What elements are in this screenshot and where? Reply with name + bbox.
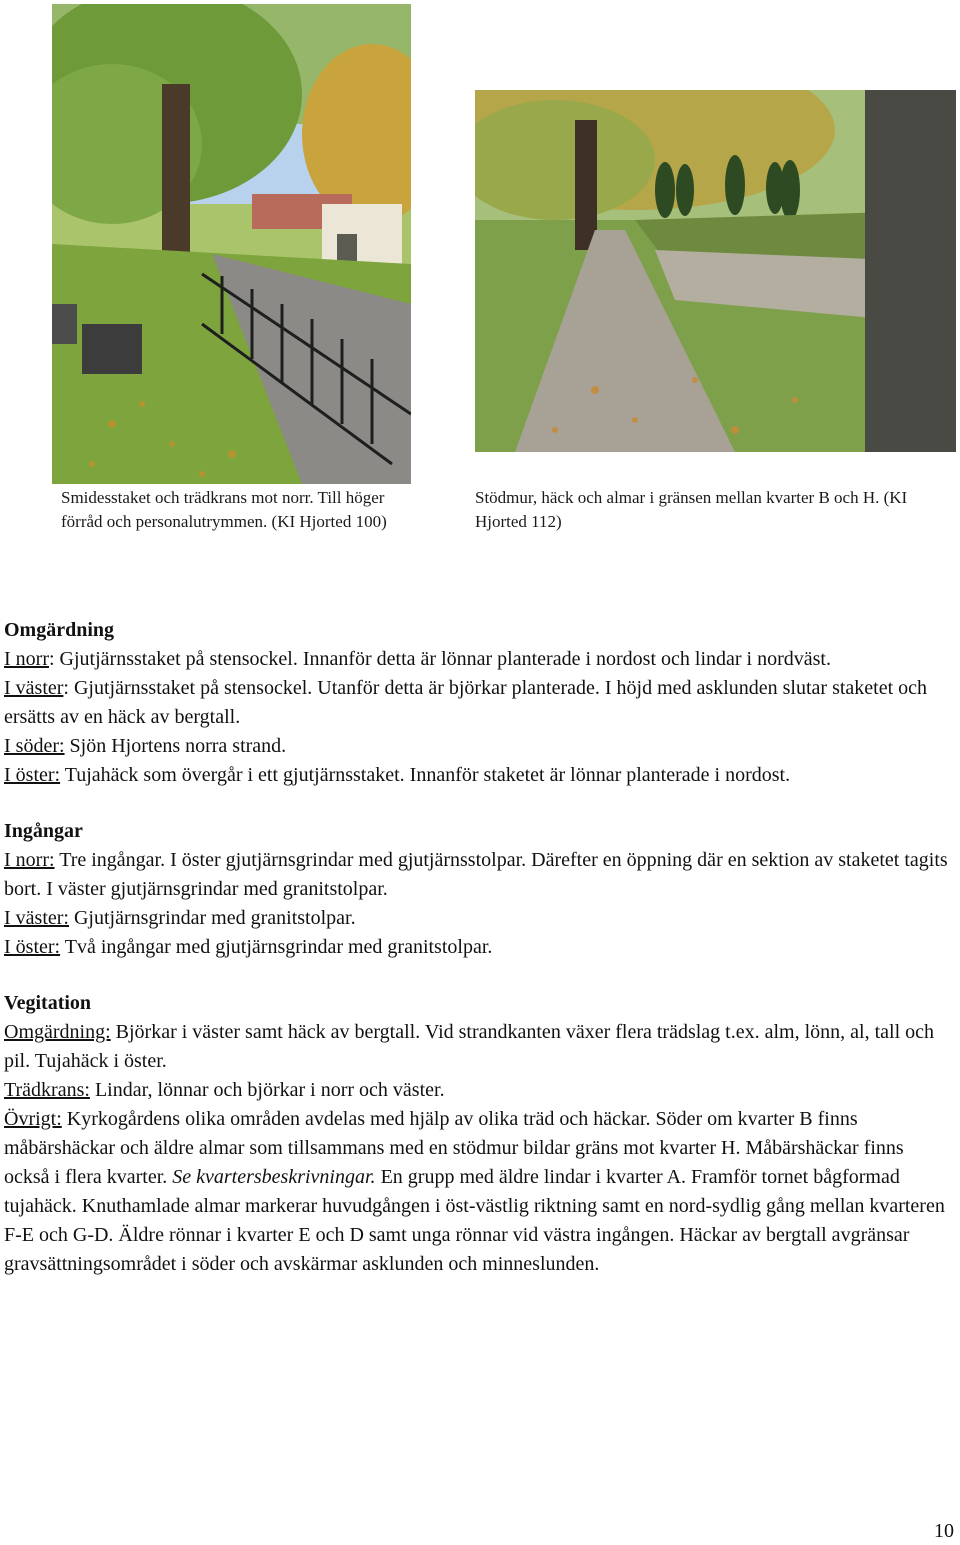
entry-label: I norr: <box>4 849 55 871</box>
entry-label: Övrigt: <box>4 1108 62 1130</box>
entry-oster <box>4 933 952 962</box>
section-title: Omgärdning <box>4 619 115 641</box>
entry-text: Gjutjärnsstaket på stensockel. Innanför detta är lönnar planterade i nordost och lindar i nordväst. <box>59 648 831 670</box>
entry-text: Björkar i väster samt häck av bergtall. Vid strandkanten växer flera trädslag t.ex. alm, lönn, al, tall och pil. Tujahäck i öster. <box>4 1021 935 1072</box>
entry-label: I norr <box>4 648 49 670</box>
photo-caption-left: Smidesstaket och trädkrans mot norr. Till höger förråd och personalutrymmen. (KI Hjorted 100) <box>61 488 387 531</box>
entry-oster <box>4 761 952 790</box>
entry-omgardning <box>4 1018 952 1076</box>
entry-text: Gjutjärnsgrindar med granitstolpar. <box>73 907 356 929</box>
section-ingangar <box>4 817 952 962</box>
entry-text: Två ingångar med gjutjärnsgrindar med granitstolpar. <box>64 936 493 958</box>
cross-reference: Se kvartersbeskrivningar. <box>172 1166 376 1188</box>
entry-text: Gjutjärnsstaket på stensockel. Utanför detta är björkar planterade. I höjd med asklunden slutar staketet och ersätts av en häck av bergtall. <box>4 677 928 728</box>
entry-norr <box>4 645 952 674</box>
section-title: Ingångar <box>4 820 83 842</box>
entry-label: Omgärdning: <box>4 1021 111 1043</box>
section-omgardning <box>4 616 952 790</box>
entry-text: Tujahäck som övergår i ett gjutjärnsstaket. Innanför staketet är lönnar planterade i nordost. <box>64 764 791 786</box>
entry-label: I öster: <box>4 936 61 958</box>
entry-label: I öster: <box>4 764 61 786</box>
photo-wall-illustration <box>475 90 956 452</box>
photo-fence-illustration <box>52 4 411 484</box>
section-vegitation <box>4 989 952 1279</box>
entry-vaster <box>4 674 952 732</box>
entry-tradkrans <box>4 1076 952 1105</box>
photo-fence-and-trees <box>52 4 411 484</box>
page-number: 10 <box>934 1520 954 1542</box>
entry-separator: : <box>48 648 60 670</box>
entry-label: Trädkrans: <box>4 1079 90 1101</box>
entry-text: Kyrkogårdens olika områden avdelas med hjälp av olika träd och häckar. Söder om kvarter B finns måbärshäckar och äldre almar som tillsammans med en stödmur bildar gräns mot kvarter H. Måbärshäckar finns också i flera kvarter. <box>4 1108 904 1188</box>
entry-text-continued: En grupp med äldre lindar i kvarter A. Framför tornet bågformad tujahäck. Knuthamlade almar markerar huvudgången i öst-västlig riktning samt en nord-sydlig gång mellan kvarteren F-E och G-D. Äldre rönnar i kvarter E och D samt unga rönnar vid västra ingången. Häckar av bergtall avgränsar gravsättningsområdet i söder och avskärmar asklunden och minneslunden. <box>4 1166 945 1275</box>
photo-caption-right: Stödmur, häck och almar i gränsen mellan kvarter B och H. (KI Hjorted 112) <box>475 488 908 531</box>
entry-label: I väster <box>4 677 64 699</box>
entry-label: I väster: <box>4 907 69 929</box>
entry-label: I söder: <box>4 735 65 757</box>
section-title: Vegitation <box>4 992 92 1014</box>
entry-text: Tre ingångar. I öster gjutjärnsgrindar med gjutjärnsstolpar. Därefter en öppning där en sektion av staketet tagits bort. I väster gjutjärnsgrindar med granitstolpar. <box>4 849 948 900</box>
entry-vaster <box>4 904 952 933</box>
entry-norr <box>4 846 952 904</box>
entry-text: Sjön Hjortens norra strand. <box>69 735 287 757</box>
entry-text: Lindar, lönnar och björkar i norr och väster. <box>94 1079 445 1101</box>
entry-soder <box>4 732 952 761</box>
entry-separator: : <box>63 677 74 699</box>
document-body <box>4 616 952 1306</box>
photo-wall-and-hedge <box>475 90 956 452</box>
entry-ovrigt <box>4 1105 952 1279</box>
